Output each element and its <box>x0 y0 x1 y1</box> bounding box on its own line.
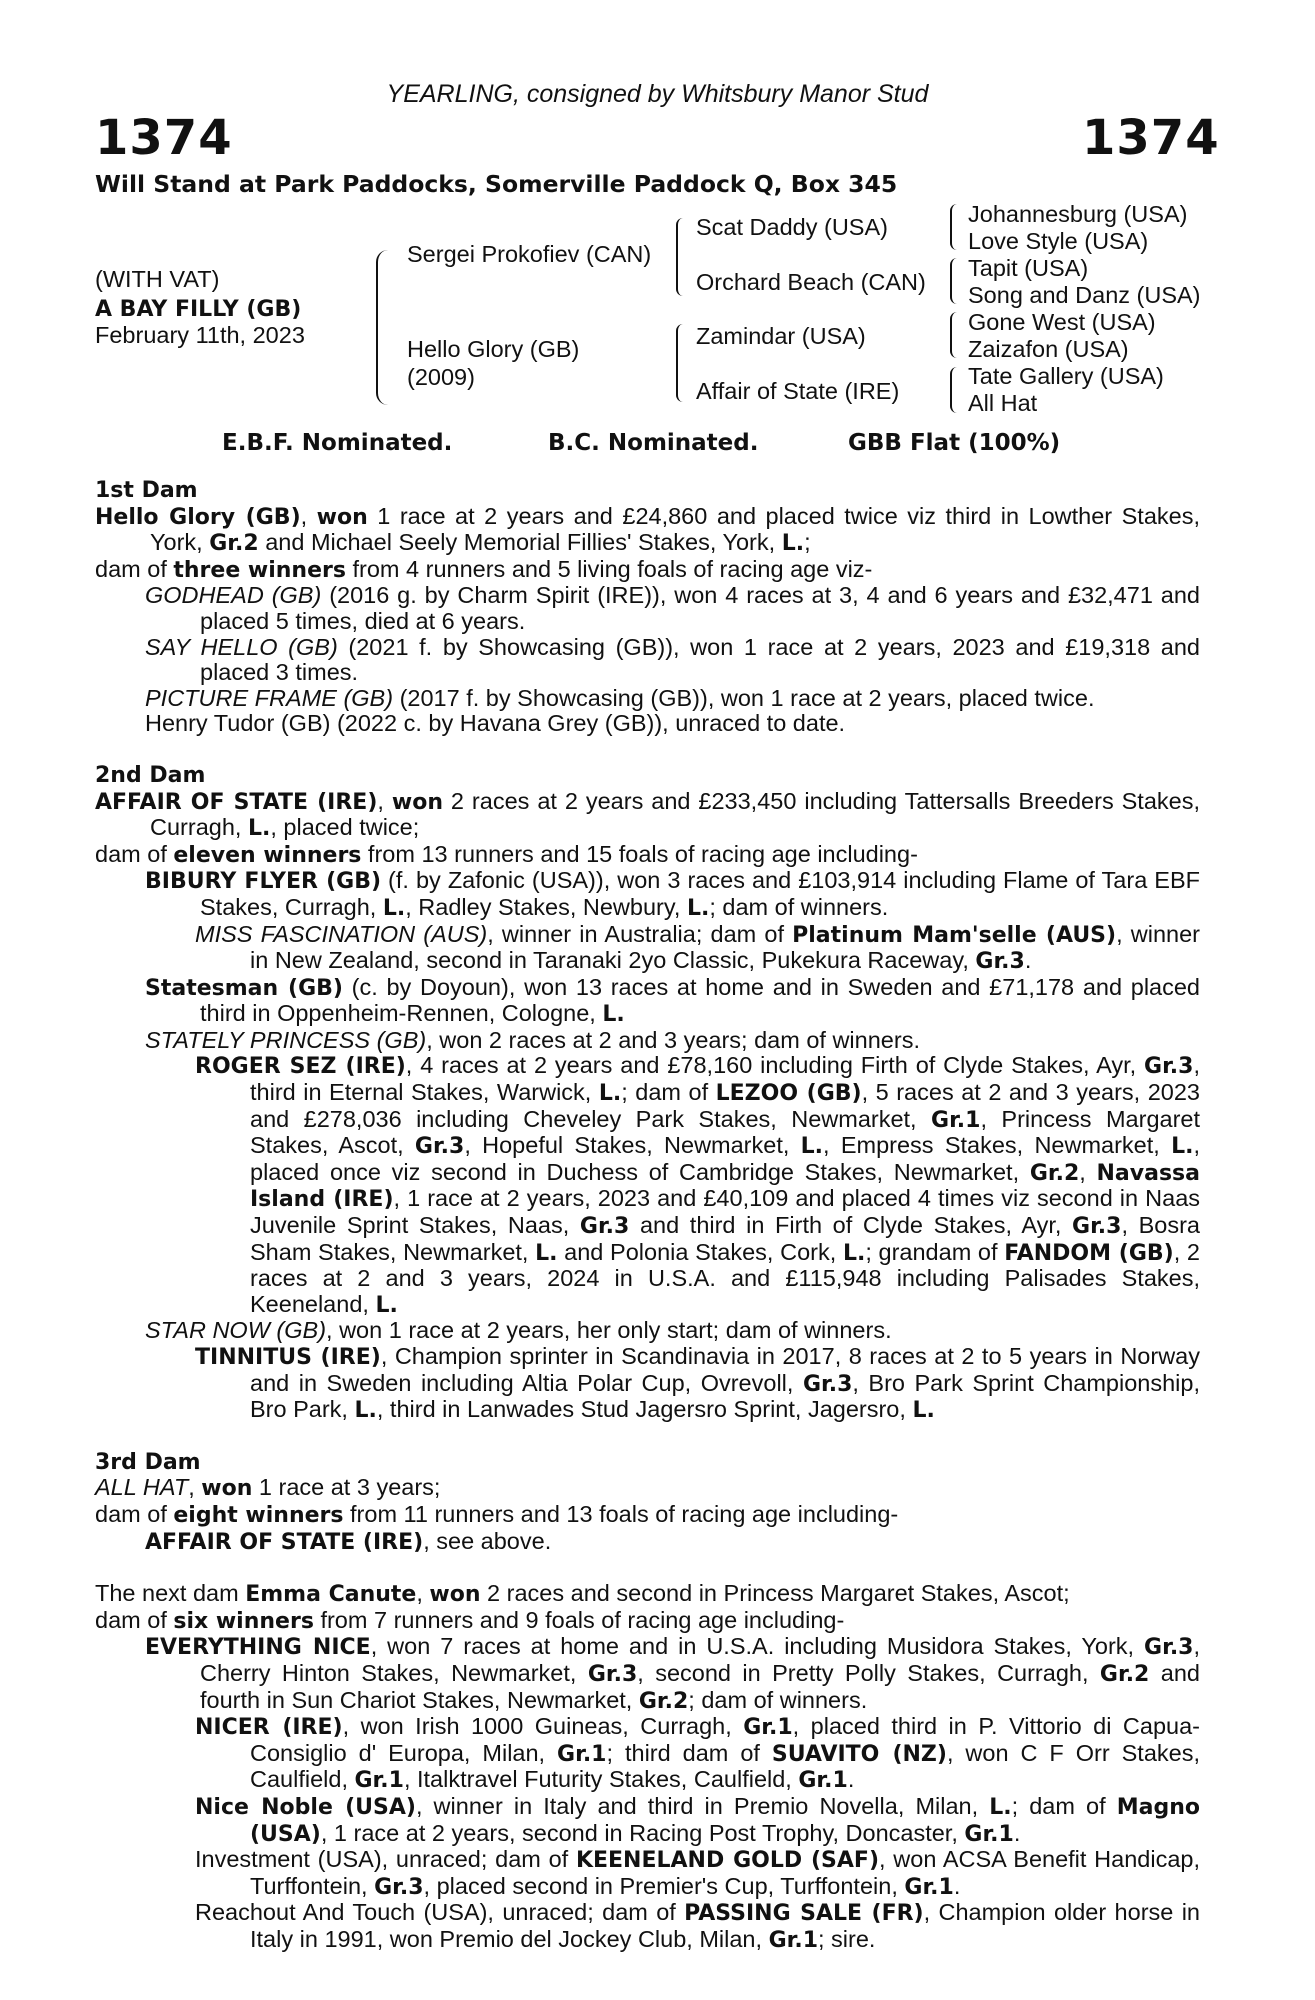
italic-text: MISS FASCINATION (AUS) <box>195 920 488 947</box>
bold-text: L. <box>912 1398 935 1424</box>
text-run: 1 race at 2 years and £24,860 and placed twice viz third in Lowther Stakes, York, <box>150 502 1200 556</box>
text-run: , Bosra Sham Stakes, Newmarket, <box>250 1212 1200 1265</box>
sire-sire: Scat Daddy (USA) <box>696 214 888 240</box>
bold-text: Gr.3 <box>414 1134 465 1160</box>
bold-text: Nice Noble (USA) <box>195 1794 416 1820</box>
text-run: , <box>416 1580 430 1607</box>
gbb-flat: GBB Flat (100%) <box>848 430 1061 456</box>
bold-text: L. <box>686 895 710 921</box>
section-gap <box>95 737 1200 763</box>
pedigree-paragraph <box>95 868 1200 921</box>
bold-text: NICER (IRE) <box>195 1715 343 1741</box>
text-run: , <box>188 1474 202 1501</box>
text-run: , won 1 race at 2 years, her only start; dam of winners. <box>326 1317 892 1344</box>
text-run: , 4 races at 2 years and £78,160 including Firth of Clyde Stakes, Ayr, <box>405 1052 1145 1079</box>
bold-text: L. <box>354 1398 377 1424</box>
brace-g12 <box>950 204 959 250</box>
text-run: ; third dam of <box>606 1739 772 1766</box>
bold-text: Gr.3 <box>374 1874 424 1900</box>
bold-text: L. <box>598 1081 622 1107</box>
bold-text: L. <box>602 1002 625 1028</box>
text-run: ; dam of winners. <box>688 1686 868 1713</box>
text-run: 1 race at 3 years; <box>252 1474 441 1501</box>
text-run: (c. by Doyoun), won 13 races at home and in Sweden and £71,178 and placed third in Oppenheim-Rennen, Cologne, <box>200 973 1200 1027</box>
bold-text: Hello Glory (GB) <box>95 504 301 530</box>
text-run: and fourth in Sun Chariot Stakes, Newmarket, <box>200 1659 1200 1713</box>
bold-text: LEZOO (GB) <box>715 1081 862 1107</box>
bold-text: Gr.3 <box>579 1214 630 1240</box>
text-run: , Princess Margaret Stakes, Ascot, <box>250 1105 1201 1159</box>
text-run: ; <box>804 529 811 556</box>
pedigree-paragraph <box>95 1475 1200 1502</box>
dam-dam: Affair of State (IRE) <box>696 378 900 404</box>
section-heading: 3rd Dam <box>95 1449 201 1475</box>
text-run: , see above. <box>423 1527 552 1554</box>
italic-text: STAR NOW (GB) <box>145 1317 327 1344</box>
section-heading: 1st Dam <box>95 478 198 503</box>
text-run: , Champion sprinter in Scandinavia in 2017, 8 races at 2 to 5 years in Norway and in Sweden including Altia Polar Cup, Ovrevoll, <box>250 1343 1200 1396</box>
italic-text: PICTURE FRAME (GB) <box>145 684 394 711</box>
text-run: , placed twice; <box>270 814 420 841</box>
text-run: . <box>1013 1819 1021 1846</box>
great-grandsire-3: Gone West (USA) <box>968 309 1156 335</box>
dam-year: (2009) <box>407 364 475 390</box>
ebf-nomination: E.B.F. Nominated. <box>222 430 453 456</box>
dam-brace <box>676 324 685 402</box>
great-grandsire-2: Tapit (USA) <box>968 255 1089 281</box>
sire-dam: Orchard Beach (CAN) <box>696 269 926 295</box>
bold-text: L. <box>842 1240 866 1266</box>
bold-text: won <box>316 504 368 530</box>
text-run: , 1 race at 2 years, second in Racing Post Trophy, Doncaster, <box>320 1819 965 1846</box>
great-grandsire-4: Tate Gallery (USA) <box>968 363 1164 389</box>
italic-text: SAY HELLO (GB) <box>145 633 338 660</box>
bold-text: Platinum Mam'selle (AUS) <box>792 922 1117 948</box>
text-run: , winner in Australia; dam of <box>487 920 793 947</box>
text-run: ; dam of <box>621 1079 716 1106</box>
bold-text: Navassa Island (IRE) <box>250 1160 1200 1213</box>
lot-number-left: 1374 <box>95 110 233 166</box>
pedigree-paragraph <box>95 1344 1200 1424</box>
section-gap <box>95 1424 1200 1450</box>
text-run: and Michael Seely Memorial Fillies' Stakes, York, <box>258 529 782 556</box>
dam: Hello Glory (GB) <box>407 336 580 362</box>
sire-brace <box>676 218 685 296</box>
bold-text: Gr.3 <box>1072 1214 1122 1240</box>
text-run: , won 7 races at home and in U.S.A. including Musidora Stakes, York, <box>370 1633 1145 1660</box>
bold-text: Gr.2 <box>1099 1661 1150 1687</box>
text-run: dam of <box>95 1500 174 1527</box>
bold-text: Gr.2 <box>1029 1160 1080 1186</box>
text-run: dam of <box>95 555 174 582</box>
italic-text: STATELY PRINCESS (GB) <box>145 1026 427 1053</box>
bc-nomination: B.C. Nominated. <box>548 430 759 456</box>
foaling-date: February 11th, 2023 <box>95 322 305 348</box>
great-granddam-2: Song and Danz (USA) <box>968 282 1201 308</box>
text-run: Reachout And Touch (USA), unraced; dam of <box>195 1899 685 1926</box>
lot-number-right: 1374 <box>1082 110 1220 166</box>
pedigree-paragraph <box>95 1053 1200 1318</box>
text-run: , won ACSA Benefit Handicap, Turffontein, <box>250 1846 1200 1899</box>
text-run: ; grandam of <box>865 1238 1005 1265</box>
pedigree-paragraph <box>95 1714 1200 1794</box>
bold-text: Gr.1 <box>798 1768 848 1794</box>
bold-text: L. <box>781 531 805 557</box>
bold-text: Gr.2 <box>638 1688 689 1714</box>
section-gap <box>95 1555 1200 1581</box>
text-run: , placed once viz second in Duchess of Cambridge Stakes, Newmarket, <box>250 1132 1200 1185</box>
text-run: , third in Lanwades Stud Jagersro Sprint, Jagersro, <box>376 1396 913 1423</box>
bold-text: Gr.3 <box>975 949 1025 975</box>
text-run: , 2 races at 2 and 3 years, 2024 in U.S.A. and £115,948 including Palisades Stakes, Keeneland, <box>250 1238 1200 1317</box>
bold-text: KEENELAND GOLD (SAF) <box>575 1848 879 1874</box>
section-heading: 2nd Dam <box>95 762 206 788</box>
text-run: , <box>1079 1158 1097 1185</box>
bold-text: Gr.2 <box>209 531 259 557</box>
text-run: , Radley Stakes, Newbury, <box>405 893 687 920</box>
bold-text: Gr.3 <box>802 1371 853 1397</box>
pedigree-paragraph <box>95 975 1200 1028</box>
text-run: (2021 f. by Showcasing (GB)), won 1 race at 2 years, 2023 and £19,318 and placed 3 times. <box>200 633 1200 686</box>
text-run: (2016 g. by Charm Spirit (IRE)), won 4 races at 3, 4 and 6 years and £32,471 and placed 5 times, died at 6 years. <box>200 582 1200 634</box>
bold-text: Emma Canute <box>245 1582 417 1608</box>
pedigree-paragraph <box>95 1529 1200 1556</box>
text-run: from 13 runners and 15 foals of racing age including- <box>361 840 918 867</box>
bold-text: FANDOM (GB) <box>1004 1240 1174 1266</box>
text-run: , placed second in Premier's Cup, Turffontein, <box>423 1872 905 1899</box>
text-run: and Polonia Stakes, Cork, <box>557 1238 843 1265</box>
text-run: , 1 race at 2 years, 2023 and £40,109 and placed 4 times viz second in Naas Juvenile Sprint Stakes, Naas, <box>250 1185 1201 1239</box>
text-run: dam of <box>95 840 174 867</box>
italic-text: GODHEAD (GB) <box>145 582 322 609</box>
pedigree-paragraph <box>95 1028 1200 1054</box>
text-run: . <box>847 1766 855 1793</box>
text-run: The next dam <box>95 1580 246 1607</box>
bold-text: Gr.1 <box>557 1741 607 1767</box>
great-granddam-1: Love Style (USA) <box>968 228 1149 254</box>
text-run: . <box>1024 947 1032 974</box>
text-run: , won 2 races at 2 and 3 years; dam of winners. <box>426 1026 920 1053</box>
bold-text: AFFAIR OF STATE (IRE) <box>145 1529 424 1555</box>
text-run: 2 races and second in Princess Margaret Stakes, Ascot; <box>480 1580 1070 1607</box>
pedigree-paragraph <box>95 504 1200 557</box>
pedigree-paragraph <box>95 1900 1200 1953</box>
text-run: ; dam of winners. <box>709 893 889 920</box>
bold-text: Magno (USA) <box>250 1794 1200 1847</box>
pedigree-paragraph <box>95 711 1200 737</box>
bold-text: eleven winners <box>173 842 362 868</box>
bold-text: Gr.1 <box>743 1715 793 1741</box>
bold-text: Gr.3 <box>1144 1054 1194 1080</box>
text-run: from 7 runners and 9 foals of racing age including- <box>313 1606 845 1633</box>
text-run: , winner in New Zealand, second in Taranaki 2yo Classic, Pukekura Raceway, <box>250 920 1200 974</box>
catalogue-body <box>95 478 1200 1953</box>
text-run: , placed third in P. Vittorio di Capua-Consiglio d' Europa, Milan, <box>250 1713 1200 1766</box>
text-run: ; sire. <box>818 1925 876 1952</box>
bold-text: L. <box>989 1794 1012 1820</box>
bold-text: SUAVITO (NZ) <box>771 1741 947 1767</box>
sire: Sergei Prokofiev (CAN) <box>407 241 652 267</box>
bold-text: won <box>429 1582 481 1608</box>
text-run: , second in Pretty Polly Stakes, Curragh, <box>637 1659 1100 1686</box>
pedigree-paragraph <box>95 922 1200 975</box>
bold-text: Gr.3 <box>1144 1635 1194 1661</box>
bold-text: Gr.1 <box>964 1821 1014 1847</box>
text-run: , <box>377 787 392 814</box>
text-run: , third in Eternal Stakes, Warwick, <box>250 1052 1200 1106</box>
bold-text: L. <box>247 816 271 842</box>
bold-text: Gr.1 <box>904 1874 954 1900</box>
brace-g78 <box>950 367 959 413</box>
pedigree-paragraph <box>95 1847 1200 1900</box>
pedigree-paragraph <box>95 1794 1200 1847</box>
text-run: , Italktravel Futurity Stakes, Caulfield, <box>403 1766 799 1793</box>
bold-text: eight winners <box>173 1502 344 1528</box>
pedigree-paragraph <box>95 686 1200 712</box>
pedigree-paragraph <box>95 1502 1200 1529</box>
text-run: from 11 runners and 13 foals of racing age including- <box>343 1500 899 1527</box>
pedigree-paragraph <box>95 842 1200 869</box>
vat-note: (WITH VAT) <box>95 266 220 292</box>
bold-text: BIBURY FLYER (GB) <box>145 869 382 895</box>
dam-sire: Zamindar (USA) <box>696 323 866 349</box>
text-run: . <box>953 1872 961 1899</box>
great-grandsire-1: Johannesburg (USA) <box>968 201 1188 227</box>
bold-text: three winners <box>173 557 346 583</box>
text-run: , Empress Stakes, Newmarket, <box>823 1132 1172 1159</box>
text-run: , Champion older horse in Italy in 1991, won Premio del Jockey Club, Milan, <box>250 1899 1200 1952</box>
italic-text: ALL HAT <box>95 1474 189 1501</box>
horse-name: A BAY FILLY (GB) <box>95 297 302 322</box>
text-run: , won C F Orr Stakes, Caulfield, <box>250 1739 1200 1793</box>
bold-text: L. <box>375 1292 398 1318</box>
bold-text: TINNITUS (IRE) <box>195 1345 381 1370</box>
bold-text: EVERYTHING NICE <box>145 1635 371 1661</box>
pedigree-paragraph <box>95 1608 1200 1635</box>
pedigree-paragraph <box>95 583 1200 634</box>
consignor-line: YEARLING, consigned by Whitsbury Manor Stud <box>386 80 929 108</box>
text-run: from 4 runners and 5 living foals of racing age viz- <box>345 555 873 582</box>
text-run: 2 races at 2 years and £233,450 including Tattersalls Breeders Stakes, Curragh, <box>150 787 1200 841</box>
brace-g34 <box>950 258 959 304</box>
bold-text: won <box>201 1476 253 1502</box>
text-run: , Cherry Hinton Stakes, Newmarket, <box>200 1633 1201 1686</box>
stabling-line: Will Stand at Park Paddocks, Somerville Paddock Q, Box 345 <box>95 170 898 198</box>
text-run: , 5 races at 2 and 3 years, 2023 and £278,036 including Cheveley Park Stakes, Newmarket, <box>250 1079 1201 1132</box>
pedigree-brace <box>376 250 390 405</box>
bold-text: won <box>391 789 443 815</box>
pedigree-paragraph <box>95 789 1200 842</box>
pedigree-paragraph <box>95 1581 1200 1608</box>
bold-text: L. <box>1171 1134 1194 1160</box>
bold-text: L. <box>800 1134 824 1160</box>
brace-g56 <box>950 312 959 358</box>
text-run: dam of <box>95 1606 174 1633</box>
bold-text: Gr.3 <box>587 1661 638 1687</box>
text-run: , won Irish 1000 Guineas, Curragh, <box>342 1713 744 1740</box>
text-run: (2017 f. by Showcasing (GB)), won 1 race at 2 years, placed twice. <box>393 684 1095 711</box>
bold-text: Gr.1 <box>354 1768 404 1794</box>
text-run: Henry Tudor (GB) (2022 c. by Havana Grey (GB)), unraced to date. <box>145 710 846 737</box>
bold-text: ROGER SEZ (IRE) <box>195 1054 406 1080</box>
text-run: , Hopeful Stakes, Newmarket, <box>464 1132 801 1159</box>
text-run: (f. by Zafonic (USA)), won 3 races and £103,914 including Flame of Tara EBF Stakes, Curragh, <box>200 867 1201 920</box>
text-run: , <box>300 502 317 529</box>
text-run: and third in Firth of Clyde Stakes, Ayr, <box>629 1212 1073 1239</box>
bold-text: AFFAIR OF STATE (IRE) <box>95 789 378 815</box>
text-run: , Bro Park Sprint Championship, Bro Park, <box>250 1369 1200 1423</box>
text-run: Investment (USA), unraced; dam of <box>195 1846 576 1873</box>
bold-text: Gr.1 <box>768 1927 818 1953</box>
pedigree-paragraph <box>95 557 1200 584</box>
bold-text: PASSING SALE (FR) <box>684 1901 924 1927</box>
bold-text: L. <box>382 895 406 921</box>
bold-text: L. <box>535 1240 558 1266</box>
bold-text: Gr.1 <box>931 1107 981 1133</box>
great-granddam-4: All Hat <box>968 390 1038 416</box>
bold-text: Statesman (GB) <box>145 975 343 1001</box>
text-run: , winner in Italy and third in Premio Novella, Milan, <box>415 1792 990 1819</box>
pedigree-paragraph <box>95 1634 1200 1714</box>
pedigree-paragraph <box>95 635 1200 686</box>
bold-text: six winners <box>173 1608 314 1634</box>
great-granddam-3: Zaizafon (USA) <box>968 336 1129 362</box>
text-run: ; dam of <box>1011 1792 1117 1819</box>
pedigree-paragraph <box>95 1318 1200 1344</box>
